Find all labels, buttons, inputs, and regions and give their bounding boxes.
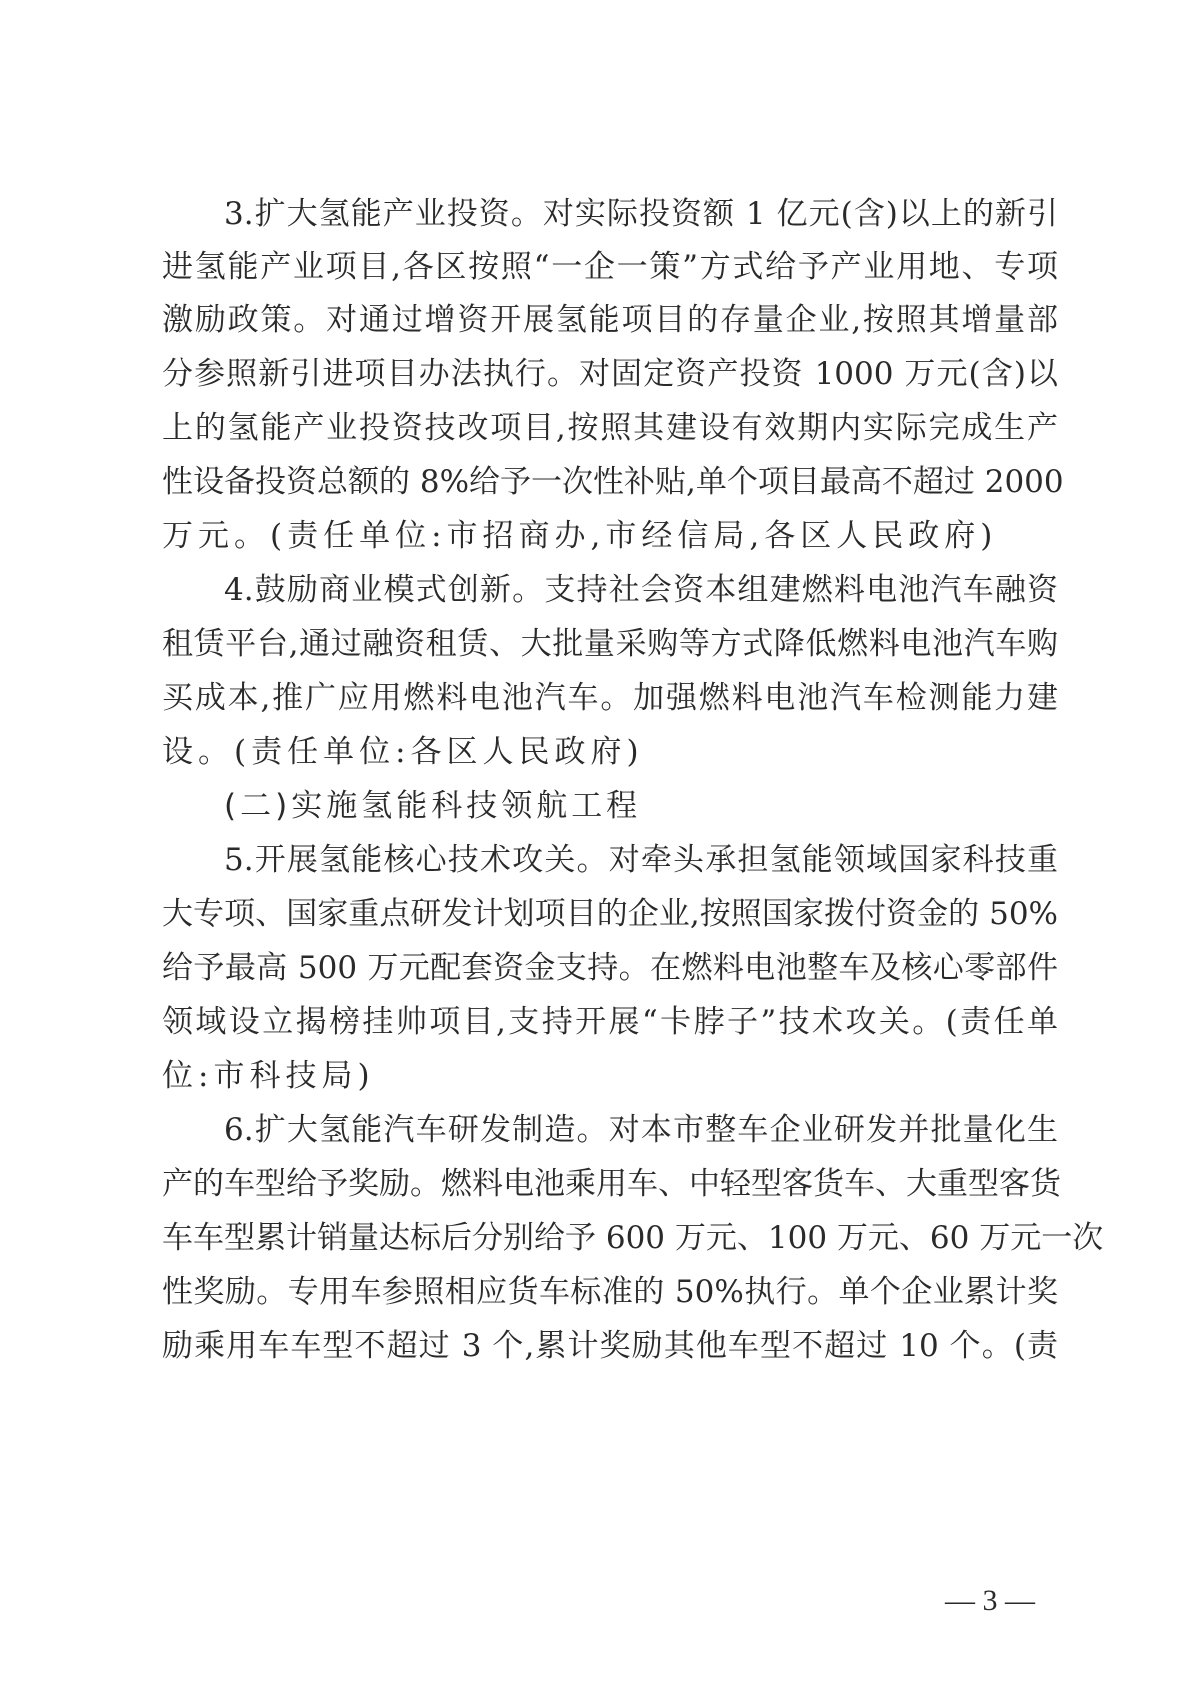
- paragraph-item-4-line-1: 4.鼓励商业模式创新。支持社会资本组建燃料电池汽车融资: [224, 572, 1058, 608]
- section-heading: (二)实施氢能科技领航工程: [224, 788, 642, 824]
- paragraph-item-3-line-5: 上的氢能产业投资技改项目,按照其建设有效期内实际完成生产: [162, 410, 1058, 446]
- paragraph-item-3-line-1: 3.扩大氢能产业投资。对实际投资额 1 亿元(含)以上的新引: [224, 196, 1058, 232]
- paragraph-item-3-line-2: 进氢能产业项目,各区按照“一企一策”方式给予产业用地、专项: [162, 249, 1058, 285]
- paragraph-item-3-line-6: 性设备投资总额的 8%给予一次性补贴,单个项目最高不超过 2000: [162, 464, 1064, 500]
- paragraph-item-6-line-4: 性奖励。专用车参照相应货车标准的 50%执行。单个企业累计奖: [162, 1274, 1058, 1310]
- paragraph-item-5-line-1: 5.开展氢能核心技术攻关。对牵头承担氢能领域国家科技重: [224, 842, 1058, 878]
- paragraph-item-6-line-5: 励乘用车车型不超过 3 个,累计奖励其他车型不超过 10 个。(责: [162, 1328, 1058, 1364]
- paragraph-item-3-line-4: 分参照新引进项目办法执行。对固定资产投资 1000 万元(含)以: [162, 356, 1058, 392]
- paragraph-item-6-line-1: 6.扩大氢能汽车研发制造。对本市整车企业研发并批量化生: [224, 1112, 1058, 1148]
- paragraph-item-3-line-3: 激励政策。对通过增资开展氢能项目的存量企业,按照其增量部: [162, 302, 1058, 338]
- paragraph-item-3-line-7: 万元。(责任单位:市招商办,市经信局,各区人民政府): [162, 518, 998, 554]
- paragraph-item-6-line-3: 车车型累计销量达标后分别给予 600 万元、100 万元、60 万元一次: [162, 1220, 1104, 1256]
- paragraph-item-4-line-3: 买成本,推广应用燃料电池汽车。加强燃料电池汽车检测能力建: [162, 680, 1058, 716]
- paragraph-item-5-line-5: 位:市科技局): [162, 1058, 375, 1094]
- paragraph-item-6-line-2: 产的车型给予奖励。燃料电池乘用车、中轻型客货车、大重型客货: [162, 1166, 1061, 1202]
- paragraph-item-5-line-4: 领域设立揭榜挂帅项目,支持开展“卡脖子”技术攻关。(责任单: [162, 1004, 1058, 1040]
- paragraph-item-4-line-2: 租赁平台,通过融资租赁、大批量采购等方式降低燃料电池汽车购: [162, 626, 1058, 662]
- paragraph-item-5-line-2: 大专项、国家重点研发计划项目的企业,按照国家拨付资金的 50%: [162, 896, 1058, 932]
- paragraph-item-4-line-4: 设。(责任单位:各区人民政府): [162, 734, 644, 770]
- page-number: — 3 —: [945, 1584, 1035, 1617]
- paragraph-item-5-line-3: 给予最高 500 万元配套资金支持。在燃料电池整车及核心零部件: [162, 950, 1058, 986]
